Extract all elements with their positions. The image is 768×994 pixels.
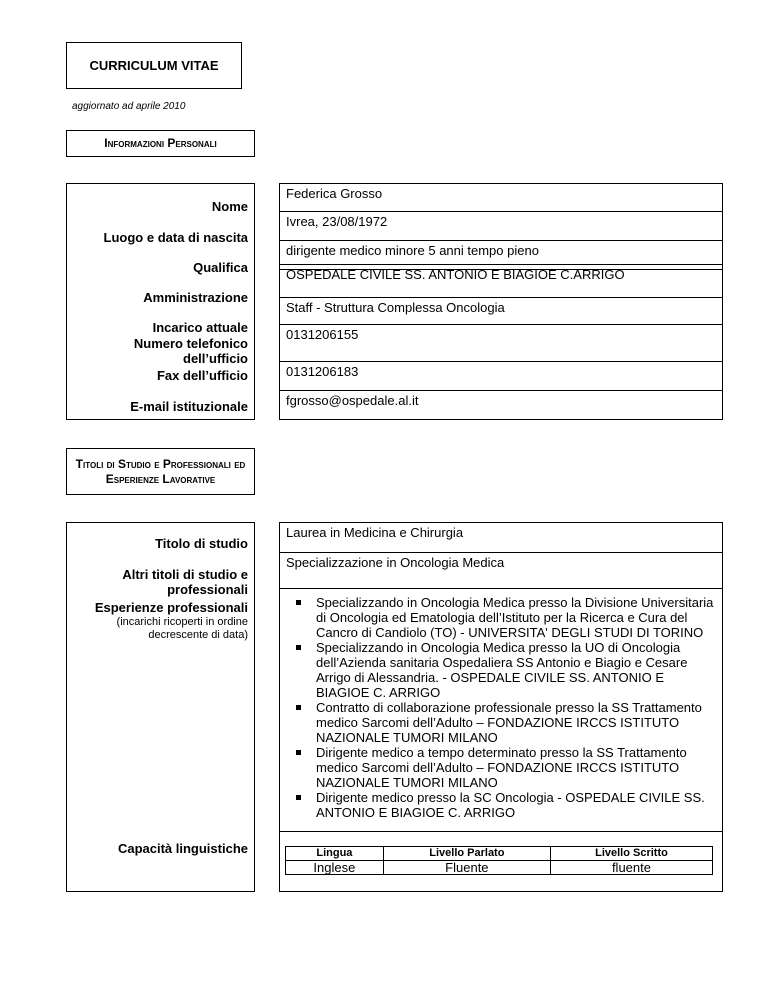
label-birth: Luogo e data di nascita	[103, 230, 248, 245]
label-name: Nome	[211, 199, 248, 214]
section-titles	[66, 448, 255, 495]
personal-info-labels	[66, 183, 255, 420]
label-languages: Capacità linguistiche	[117, 841, 248, 856]
value-birth: Ivrea, 23/08/1972	[279, 211, 723, 241]
label-office-phone: Numero telefonico dell’ufficio	[133, 336, 248, 366]
experience-list	[286, 595, 716, 820]
value-degree: Laurea in Medicina e Chirurgia	[279, 522, 723, 553]
value-office-phone: 0131206155	[279, 324, 723, 362]
section-personal-info	[66, 130, 255, 157]
languages-header-row	[286, 847, 713, 861]
table-row	[286, 861, 713, 875]
value-name: Federica Grosso	[279, 183, 723, 212]
education-labels	[66, 522, 255, 892]
languages-table	[285, 846, 713, 875]
label-degree: Titolo di studio	[155, 536, 248, 551]
label-experience-note: (incarichi ricoperti in ordine decrescente di data)	[116, 616, 248, 641]
cv-title-box	[66, 42, 242, 89]
label-experience: Esperienze professionali	[94, 600, 248, 615]
value-qualification: dirigente medico minore 5 anni tempo pieno	[279, 240, 723, 270]
value-email: fgrosso@ospedale.al.it	[279, 390, 723, 420]
label-current-role: Incarico attuale	[152, 320, 248, 335]
list-item: Dirigente medico a tempo determinato presso la SS Trattamento medico Sarcomi dell’Adulto – FONDAZIONE IRCCS ISTITUTO NAZIONALE TUMORI MILANO	[316, 745, 716, 790]
value-other-titles: Specializzazione in Oncologia Medica	[279, 552, 723, 589]
list-item: Specializzando in Oncologia Medica presso la UO di Oncologia dell’Azienda sanitaria Ospedaliera SS Antonio e Biagio e Cesare Arrigo di Alessandria. - OSPEDALE CIVILE SS. ANTONIO E BIAGIOE C. ARRIGO	[316, 640, 716, 700]
list-item: Contratto di collaborazione professionale presso la SS Trattamento medico Sarcomi dell’Adulto – FONDAZIONE IRCCS ISTITUTO NAZIONALE TUMORI MILANO	[316, 700, 716, 745]
value-administration: OSPEDALE CIVILE SS. ANTONIO E BIAGIOE C.ARRIGO	[279, 264, 723, 298]
value-office-fax: 0131206183	[279, 361, 723, 391]
experience-cell	[279, 588, 723, 832]
value-current-role: Staff - Struttura Complessa Oncologia	[279, 297, 723, 325]
cv-title: CURRICULUM VITAE	[89, 58, 219, 73]
label-office-fax: Fax dell’ufficio	[156, 368, 248, 383]
language-spoken-level: Fluente	[383, 861, 550, 875]
language-name: Inglese	[286, 861, 384, 875]
languages-header-spoken: Livello Parlato	[383, 847, 550, 861]
label-administration: Amministrazione	[143, 290, 248, 305]
label-qualification: Qualifica	[193, 260, 248, 275]
languages-header-written: Livello Scritto	[550, 847, 712, 861]
list-item: Dirigente medico presso la SC Oncologia - OSPEDALE CIVILE SS. ANTONIO E BIAGIOE C. ARRIGO	[316, 790, 716, 820]
section-personal-info-title: Informazioni Personali	[104, 136, 217, 150]
section-titles-title: Titoli di Studio e Professionali ed Esperienze Lavorative	[75, 456, 246, 486]
language-written-level: fluente	[550, 861, 712, 875]
list-item: Specializzando in Oncologia Medica presso la Divisione Universitaria di Oncologia ed Ematologia dell’Istituto per la Ricerca e Cura del Cancro di Candiolo (TO) - UNIVERSITA' DEGLI STUDI DI TORINO	[316, 595, 716, 640]
updated-note: aggiornato ad aprile 2010	[72, 101, 186, 112]
label-other-titles: Altri titoli di studio e professionali	[122, 567, 248, 597]
label-email: E-mail istituzionale	[130, 399, 248, 414]
languages-header-language: Lingua	[286, 847, 384, 861]
